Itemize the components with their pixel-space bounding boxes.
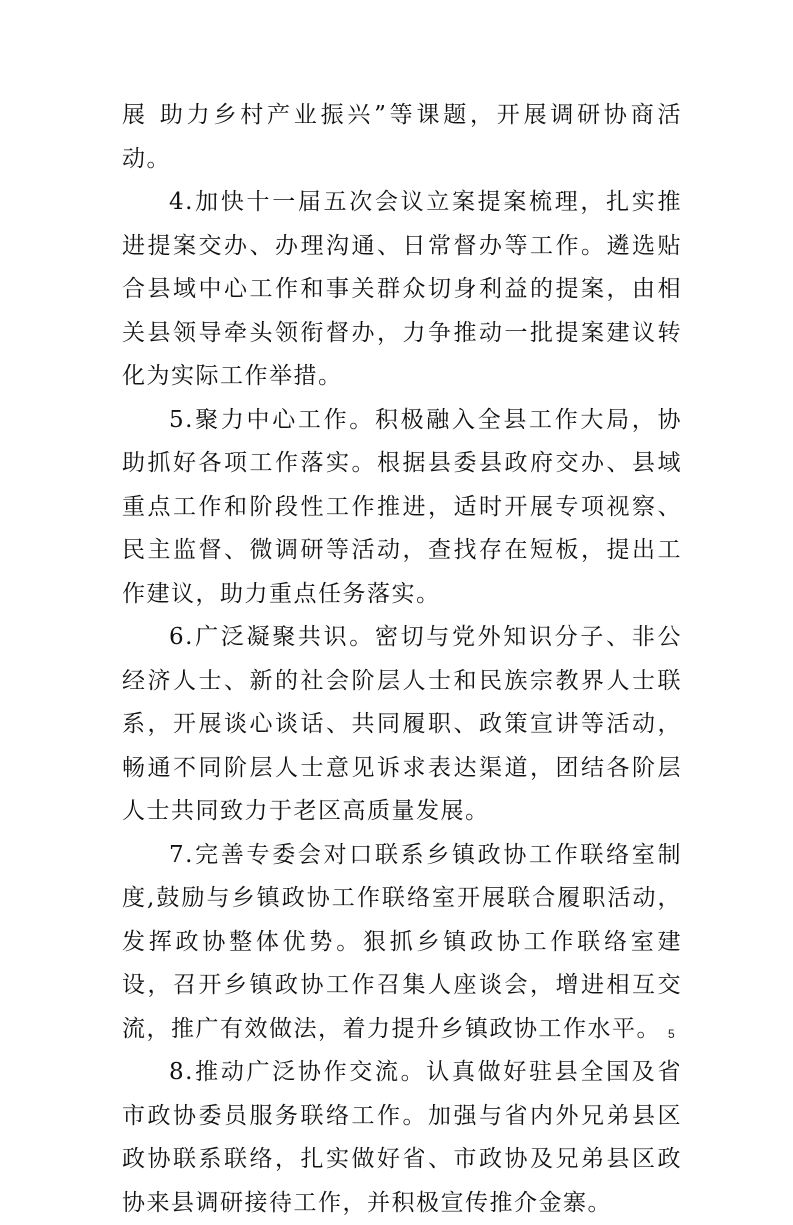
paragraph-item-4: 4.加快十一届五次会议立案提案梳理，扎实推进提案交办、办理沟通、日常督办等工作。遴选贴合县域中心工作和事关群众切身利益的提案，由相关县领导牵头领衔督办，力争推动一批提案建议转化为实际工作举措。 bbox=[122, 189, 682, 389]
paragraph-continuation: 展 助力乡村产业振兴”等课题，开展调研协商活动。 bbox=[122, 102, 682, 172]
paragraph-item-6: 6.广泛凝聚共识。密切与党外知识分子、非公经济人士、新的社会阶层人士和民族宗教界人士联系，开展谈心谈话、共同履职、政策宣讲等活动，畅通不同阶层人士意见诉求表达渠道，团结各阶层人士共同致力于老区高质量发展。 bbox=[122, 624, 682, 824]
body-text bbox=[122, 94, 682, 1225]
page-number: 5 bbox=[668, 1027, 675, 1041]
paragraph-item-8: 8.推动广泛协作交流。认真做好驻县全国及省市政协委员服务联络工作。加强与省内外兄弟县区政协联系联络，扎实做好省、市政协及兄弟县区政协来县调研接待工作，并积极宣传推介金寨。 bbox=[122, 1059, 682, 1216]
paragraph-item-5: 5.聚力中心工作。积极融入全县工作大局，协助抓好各项工作落实。根据县委县政府交办、县域重点工作和阶段性工作推进，适时开展专项视察、民主监督、微调研等活动，查找存在短板，提出工作建议，助力重点任务落实。 bbox=[122, 406, 682, 607]
paragraph-item-7: 7.完善专委会对口联系乡镇政协工作联络室制度,鼓励与乡镇政协工作联络室开展联合履职活动，发挥政协整体优势。狠抓乡镇政协工作联络室建设，召开乡镇政协工作召集人座谈会，增进相互交流，推广有效做法，着力提升乡镇政协工作水平。 bbox=[122, 841, 682, 1042]
